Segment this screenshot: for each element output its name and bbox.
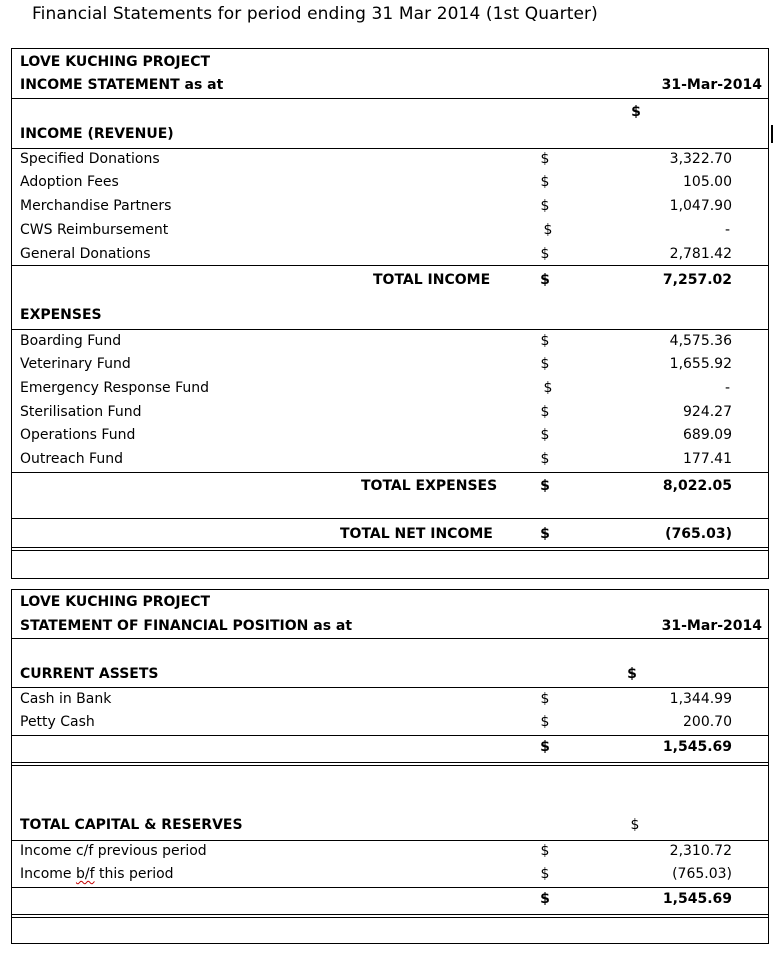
row-amount: 2,781.42 (669, 246, 732, 262)
row-label: Veterinary Fund (20, 356, 131, 372)
text-cursor (771, 125, 773, 143)
row-currency: $ (540, 198, 550, 214)
row-amount: 924.27 (683, 404, 732, 420)
row-label: Specified Donations (20, 151, 160, 167)
row-label: Sterilisation Fund (20, 404, 142, 420)
divider (12, 840, 768, 841)
total-expenses-currency: $ (540, 478, 550, 494)
row-currency: $ (540, 691, 550, 707)
row-amount: 1,655.92 (669, 356, 732, 372)
row-currency: $ (540, 356, 550, 372)
row-label: Income c/f previous period (20, 843, 207, 859)
total-expenses-label: TOTAL EXPENSES (361, 478, 498, 494)
row-label: Boarding Fund (20, 333, 122, 349)
assets-total-amount: 1,545.69 (662, 739, 732, 755)
row-currency: $ (543, 380, 553, 396)
section-heading-income: INCOME (REVENUE) (20, 126, 174, 142)
divider (12, 547, 768, 548)
row-amount: 1,047.90 (669, 198, 732, 214)
capital-total-currency: $ (540, 891, 550, 907)
row-currency: $ (540, 151, 550, 167)
divider (12, 472, 768, 473)
capital-total-amount: 1,545.69 (662, 891, 732, 907)
divider (12, 265, 768, 266)
row-amount: 4,575.36 (669, 333, 732, 349)
row-amount: - (724, 380, 730, 396)
row-label-suffix: this period (94, 866, 174, 882)
divider (12, 638, 768, 639)
divider (12, 914, 768, 915)
row-currency: $ (540, 843, 550, 859)
statement-date: 31-Mar-2014 (661, 77, 762, 93)
row-amount: 1,344.99 (669, 691, 732, 707)
currency-header: $ (627, 666, 637, 682)
row-currency: $ (540, 404, 550, 420)
row-currency: $ (540, 866, 550, 882)
org-name: LOVE KUCHING PROJECT (20, 594, 211, 610)
row-label: Petty Cash (20, 714, 95, 730)
total-income-label: TOTAL INCOME (373, 272, 491, 288)
row-currency: $ (540, 427, 550, 443)
row-label: Outreach Fund (20, 451, 123, 467)
row-label: General Donations (20, 246, 151, 262)
row-amount: 3,322.70 (669, 151, 732, 167)
divider (12, 518, 768, 519)
divider (12, 887, 768, 888)
row-label: Operations Fund (20, 427, 136, 443)
row-currency: $ (540, 714, 550, 730)
divider (12, 148, 768, 149)
row-currency: $ (540, 451, 550, 467)
row-currency: $ (540, 174, 550, 190)
currency-header: $ (631, 104, 641, 120)
total-net-income-currency: $ (540, 526, 550, 542)
row-amount: 2,310.72 (669, 843, 732, 859)
total-income-currency: $ (540, 272, 550, 288)
row-currency: $ (543, 222, 553, 238)
total-income-amount: 7,257.02 (662, 272, 732, 288)
assets-total-currency: $ (540, 739, 550, 755)
section-heading-capital-reserves: TOTAL CAPITAL & RESERVES (20, 817, 243, 833)
divider (12, 765, 768, 766)
row-amount: 200.70 (683, 714, 732, 730)
row-amount: 177.41 (683, 451, 732, 467)
row-label (20, 865, 174, 883)
statement-heading: STATEMENT OF FINANCIAL POSITION as at (20, 618, 353, 634)
row-label: Adoption Fees (20, 174, 119, 190)
org-name: LOVE KUCHING PROJECT (20, 54, 211, 70)
total-net-income-amount: (765.03) (665, 526, 732, 542)
row-label: CWS Reimbursement (20, 222, 169, 238)
page-title: Financial Statements for period ending 31 Mar 2014 (1st Quarter) (32, 4, 598, 24)
currency-header: $ (630, 817, 640, 833)
statement-heading: INCOME STATEMENT as at (20, 77, 224, 93)
total-expenses-amount: 8,022.05 (662, 478, 732, 494)
row-currency: $ (540, 246, 550, 262)
row-label: Cash in Bank (20, 691, 112, 707)
divider (12, 762, 768, 763)
divider (12, 98, 768, 99)
row-amount: - (724, 222, 730, 238)
row-label: Emergency Response Fund (20, 380, 210, 396)
row-label: Merchandise Partners (20, 198, 172, 214)
statement-date: 31-Mar-2014 (661, 618, 762, 634)
section-heading-expenses: EXPENSES (20, 307, 102, 323)
divider (12, 917, 768, 918)
row-amount: 105.00 (683, 174, 732, 190)
divider (12, 329, 768, 330)
row-amount: (765.03) (672, 866, 732, 882)
row-label-prefix: Income (20, 866, 76, 882)
section-heading-current-assets: CURRENT ASSETS (20, 666, 159, 682)
row-currency: $ (540, 333, 550, 349)
divider (12, 735, 768, 736)
divider (12, 687, 768, 688)
spellcheck-flagged-word[interactable]: b/f (75, 866, 95, 882)
total-net-income-label: TOTAL NET INCOME (340, 526, 493, 542)
divider (12, 550, 768, 551)
row-amount: 689.09 (683, 427, 732, 443)
